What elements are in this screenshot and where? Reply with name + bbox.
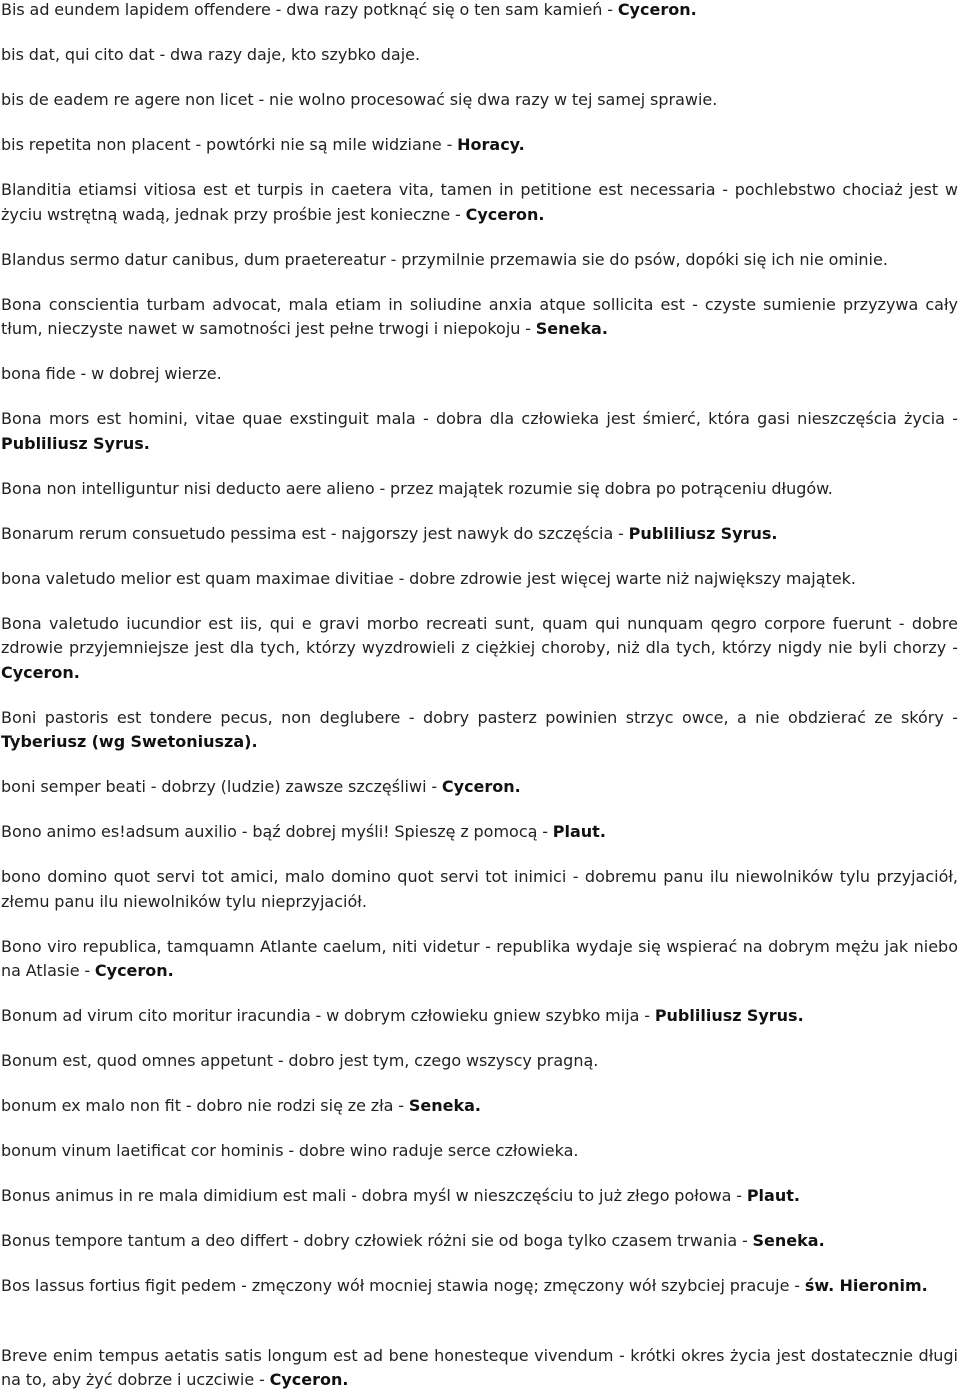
quote-text: bis dat, qui cito dat - dwa razy daje, kto szybko daje.: [1, 45, 421, 64]
quote-author: Tyberiusz (wg Swetoniusza).: [1, 732, 258, 751]
quote-entry: [1, 362, 958, 387]
quote-author: Horacy.: [457, 135, 525, 154]
quote-text: boni semper beati - dobrzy (ludzie) zawsze szczęśliwi -: [1, 777, 442, 796]
quote-author: Cyceron.: [1, 662, 80, 682]
quote-text: Bona conscientia turbam advocat, mala etiam in soliudine anxia atque sollicita est - czyste sumienie przyzywa cały tłum, nieczyste nawet w samotności jest pełne trwogi i niepokoju -: [1, 294, 958, 338]
quote-text: Bis ad eundem lapidem offendere - dwa razy potknąć się o ten sam kamień -: [1, 0, 618, 19]
quote-author: Publiliusz Syrus.: [628, 523, 778, 543]
quote-text: Boni pastoris est tondere pecus, non deglubere - dobry pasterz powinien strzyc owce, a nie obdzierać ze skóry -: [1, 707, 958, 727]
quote-entry: [1, 178, 958, 227]
quote-entry: [1, 1344, 958, 1393]
quote-entry: [1, 1229, 958, 1254]
quote-entry: [1, 43, 958, 68]
quote-entry: [1, 567, 958, 592]
quote-entry: [1, 612, 958, 686]
quote-entry: [1, 522, 958, 547]
quote-author: Seneka.: [752, 1231, 825, 1250]
quote-entry: [1, 88, 958, 113]
quote-author: Cyceron.: [617, 0, 697, 19]
quote-text: Bona non intelliguntur nisi deducto aere alieno - przez majątek rozumie się dobra po potrąceniu długów.: [1, 478, 833, 498]
quote-entry: [1, 935, 958, 984]
quote-text: Bonus tempore tantum a deo differt - dobry człowiek różni sie od boga tylko czasem trwania -: [1, 1231, 753, 1250]
quote-entry: [1, 706, 958, 755]
quote-text: bonum ex malo non fit - dobro nie rodzi się ze zła -: [1, 1096, 409, 1115]
quote-text: Bonum est, quod omnes appetunt - dobro jest tym, czego wszyscy pragną.: [1, 1051, 599, 1070]
quote-entry: [1, 407, 958, 456]
quote-text: Breve enim tempus aetatis satis longum est ad bene honesteque vivendum - krótki okres życia jest dostatecznie długi na to, aby żyć dobrze i uczciwie -: [1, 1345, 958, 1389]
quote-entry: [1, 1139, 958, 1164]
quote-entry: [1, 1049, 958, 1074]
quote-text: bono domino quot servi tot amici, malo domino quot servi tot inimici - dobremu panu ilu niewolników tylu przyjaciół, złemu panu ilu niewolników tylu nieprzyjaciół.: [1, 867, 958, 911]
quote-author: Plaut.: [746, 1186, 800, 1205]
quote-entry: [1, 1094, 958, 1119]
quote-text: Blanditia etiamsi vitiosa est et turpis in caetera vita, tamen in petitione est necessaria - pochlebstwo chociaż jest w życiu wstrętną wadą, jednak przy prośbie jest konieczne -: [1, 180, 958, 224]
quote-author: Seneka.: [535, 319, 608, 338]
quote-author: Cyceron.: [465, 204, 545, 224]
quote-entry: [1, 293, 958, 342]
quote-text: Bonarum rerum consuetudo pessima est - najgorszy jest nawyk do szczęścia -: [1, 523, 629, 543]
quote-author: św. Hieronim.: [804, 1276, 928, 1295]
quote-author: Cyceron.: [441, 777, 521, 796]
quote-author: Cyceron.: [269, 1370, 349, 1389]
quote-text: Bonus animus in re mala dimidium est mali - dobra myśl w nieszczęściu to już złego połowa -: [1, 1186, 747, 1205]
quote-author: Cyceron.: [94, 961, 174, 980]
quote-text: Blandus sermo datur canibus, dum praetereatur - przymilnie przemawia sie do psów, dopóki się ich nie ominie.: [1, 249, 888, 269]
quote-text: Bona valetudo iucundior est iis, qui e gravi morbo recreati sunt, quam qui nunquam qegro corpore fuerunt - dobre zdrowie przyjemniejsze jest dla tych, którzy wyzdrowieli z ciężkiej choroby, niż dla tych, którzy nigdy nie byli chorzy -: [1, 613, 958, 657]
quote-text: Bona mors est homini, vitae quae exstinguit mala - dobra dla człowieka jest śmierć, która gasi nieszczęścia życia -: [1, 409, 958, 428]
quote-text: Bos lassus fortius figit pedem - zmęczony wół mocniej stawia nogę; zmęczony wół szybciej pracuje -: [1, 1276, 805, 1295]
quote-text: bonum vinum laetificat cor hominis - dobre wino raduje serce człowieka.: [1, 1141, 579, 1160]
quote-entry: [1, 248, 958, 273]
quote-entry: [1, 865, 958, 914]
quote-entry: [1, 775, 958, 800]
quote-entry: [1, 0, 958, 23]
quote-text: bona fide - w dobrej wierze.: [1, 364, 222, 383]
quote-text: Bono viro republica, tamquamn Atlante caelum, niti videtur - republika wydaje się wspierać na dobrym mężu jak niebo na Atlasie -: [1, 936, 958, 980]
quote-entry: [1, 1004, 958, 1029]
quote-entry: [1, 1184, 958, 1209]
quote-author: Publiliusz Syrus.: [1, 433, 150, 453]
quote-text: Bonum ad virum cito moritur iracundia - w dobrym człowieku gniew szybko mija -: [1, 1006, 655, 1025]
quote-text: bis de eadem re agere non licet - nie wolno procesować się dwa razy w tej samej sprawie.: [1, 90, 718, 109]
quote-author: Seneka.: [408, 1096, 481, 1115]
quote-entry: [1, 477, 958, 502]
quote-entry: [1, 820, 958, 845]
quote-author: Publiliusz Syrus.: [654, 1006, 804, 1025]
quote-text: bis repetita non placent - powtórki nie są mile widziane -: [1, 135, 458, 154]
quote-author: Plaut.: [552, 822, 606, 841]
quote-text: Bono animo es!adsum auxilio - bąź dobrej myśli! Spieszę z pomocą -: [1, 822, 553, 841]
quote-text: bona valetudo melior est quam maximae divitiae - dobre zdrowie jest więcej warte niż największy majątek.: [1, 568, 857, 588]
quote-entry: [1, 1274, 958, 1323]
quote-entry: [1, 133, 958, 158]
